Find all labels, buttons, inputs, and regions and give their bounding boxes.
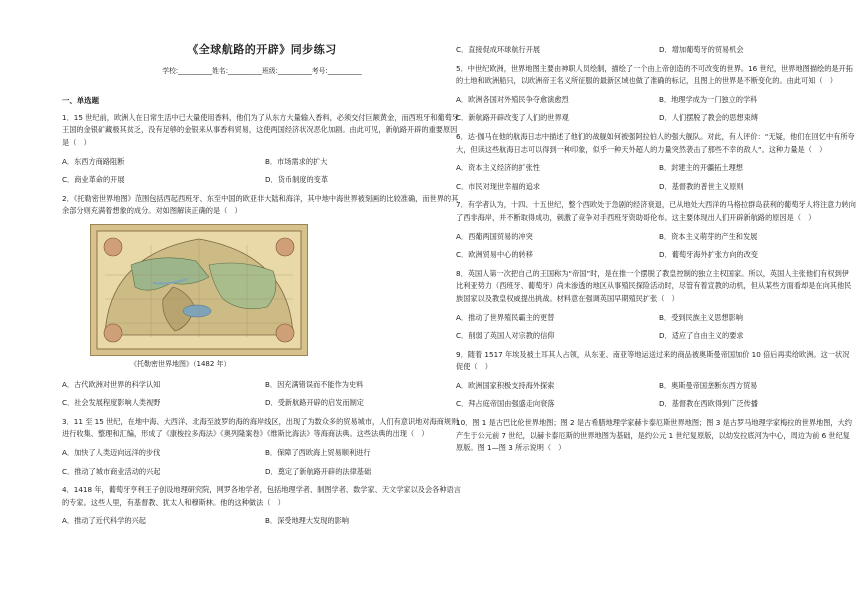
option-b[interactable]: B．深受地理大发现的影响: [265, 516, 349, 526]
question-5: [456, 63, 856, 125]
question-stem: 7．有学者认为，十四、十五世纪，整个西欧处于急剧的经济衰退，已从地处大西洋的马格拉群岛获利的葡萄牙人将注意力转向了西非海岸，并不断取得成功，刺激了竞争对手西班牙资助哥伦布。这主要体现出人们开辟新航路的原因是（ ）: [456, 200, 856, 222]
options: [456, 231, 856, 262]
option-a[interactable]: A．欧洲国家积极支持海外探索: [456, 380, 555, 390]
question-stem: 8．英国人第一次把自己的王国称为“帝国”时，是在推一个摆脱了教皇控制的独立主权国家。所以，英国人主张他们有权到伊比利亚势力（西班牙、葡萄牙）尚未渗透的地区从事殖民探险活动时，尽管有着宣教的动机，但从某些方面看却是在向其他民族国家以及教皇权威提出挑战。材料意在强调英国早期殖民扩张（ ）: [456, 268, 852, 303]
question-2: [62, 193, 462, 410]
option-b[interactable]: B．受到民族主义思想影响: [659, 312, 743, 322]
options: [456, 380, 856, 411]
option-c[interactable]: C．社会发展程度影响人类视野: [62, 398, 161, 408]
question-stem: 2．《托勒密世界地图》范围包括西起西班牙、东至中国的欧亚非大陆和海洋，其中地中海世界被刻画的比较准确，而世界的其余部分则充满着想象的成分。对如图解读正确的是（ ）: [62, 193, 459, 216]
option-a[interactable]: A．加快了人类迈向远洋的步伐: [62, 447, 161, 457]
question-4-continued: [456, 44, 856, 57]
option-c[interactable]: C．商业革命的开展: [62, 175, 125, 185]
right-column: [456, 44, 856, 461]
option-d[interactable]: D．受新航路开辟的启发而制定: [265, 398, 364, 408]
options: [456, 94, 856, 125]
options: [62, 379, 462, 410]
option-c[interactable]: C．拜占庭帝国由强盛走向衰落: [456, 399, 555, 409]
option-b[interactable]: B．地理学成为一门独立的学科: [659, 94, 758, 104]
option-d[interactable]: D．奠定了新航路开辟的法律基础: [265, 466, 372, 476]
question-1: [62, 112, 462, 187]
question-stem: 4．1418 年，葡萄牙亨利王子创设地理研究院，网罗各地学者，包括地理学者、制图学者、数学家、天文学家以及会各种语言的专家。这些人里，有基督教、犹太人和穆斯林。他的这种做法（ ）: [62, 485, 461, 507]
student-info-line: 学校:__________姓名:__________班级:__________考号:__________: [162, 66, 362, 75]
option-c[interactable]: C．新航路开辟改变了人们的世界观: [456, 113, 569, 123]
option-a[interactable]: A．推动了世界殖民霸主的更替: [456, 312, 555, 322]
option-b[interactable]: B．保障了西欧海上贸易顺利进行: [265, 447, 371, 457]
question-10: [456, 417, 856, 455]
question-stem: 5．中世纪欧洲，世界地图主要由神职人员绘制，描绘了一个由上帝创造的不可改变的世界。16 世纪，世界地图描绘的是开拓的土地和欧洲船只，以欧洲帝王名义所征服的最新区域也做了准确的标记，且图上的世界是不断变化的。由此可知（ ）: [456, 63, 853, 86]
ptolemy-map-image: [90, 224, 308, 356]
option-d[interactable]: D．葡萄牙海外扩张方向的改变: [659, 250, 758, 260]
option-a[interactable]: A．欧洲各国对外殖民争夺愈演愈烈: [456, 94, 569, 104]
left-column: [62, 0, 462, 534]
option-b[interactable]: B．资本主义萌芽的产生和发展: [659, 231, 758, 241]
map-caption: 《托勒密世界地图》（1482 年）: [130, 359, 231, 368]
options: [456, 44, 856, 57]
option-c[interactable]: C．削弱了英国人对宗教的信仰: [456, 331, 555, 341]
question-9: [456, 349, 856, 411]
option-a[interactable]: A．资本主义经济的扩张性: [456, 163, 540, 173]
map-illustration: [91, 225, 307, 355]
option-b[interactable]: B．市场需求的扩大: [265, 156, 328, 166]
options: [62, 515, 462, 528]
question-stem: 3．11 至 15 世纪，在地中海、大西洋、北海至波罗的海的海岸线区，出现了为数众多的贸易城市，人们有意识地对海商规则进行收集、整理和汇编，形成了《康梭拉多海法》《奥列隆案卷》《维斯比海法》等海商法典。这些法典的出现（ ）: [62, 416, 459, 439]
option-d[interactable]: D．基督教在西欧得到广泛传播: [659, 399, 758, 409]
question-6: [456, 131, 856, 193]
section-heading: 一、单选题: [62, 96, 99, 106]
option-b[interactable]: B．封建主的开疆拓土理想: [659, 163, 743, 173]
document-title: 《全球航路的开辟》同步练习: [187, 43, 337, 56]
option-c[interactable]: C．市民对现世幸福的追求: [456, 181, 541, 191]
option-d[interactable]: D．增加葡萄牙的贸易机会: [659, 45, 744, 54]
question-stem: 6．达·伽马在他的航海日志中描述了他们的战舰如何被强阿拉伯人的强大舰队。对此，有人评价：“无疑，他们在回忆中有所夸大，但读这些航海日志可以得到一种印象，似乎一种天外超人的力量突然袭击了那些不幸的敌人”。这种力量是（ ）: [456, 131, 855, 154]
option-a[interactable]: A．东西方商路阻断: [62, 156, 125, 166]
option-a[interactable]: A．古代欧洲对世界的科学认知: [62, 379, 161, 389]
options: [62, 156, 462, 187]
option-c[interactable]: C．直接促成环球航行开展: [456, 45, 541, 54]
question-stem: 10．图 1 是古巴比伦世界地图；图 2 是古希腊地理学家赫卡泰厄斯世界地图；图 3 是古罗马地理学家梅拉的世界地图，大约产生于公元前 7 世纪，以赫卡泰厄斯的世界地图为基础，是约公元 1 世纪复原版，以幼发拉底河为中心，周边为前 6 世纪复原版。图 1—图 3 所示说明（ ）: [456, 418, 852, 453]
option-c[interactable]: C．欧洲贸易中心的转移: [456, 250, 533, 260]
question-3: [62, 416, 462, 478]
option-a[interactable]: A．西葡两国贸易的冲突: [456, 231, 533, 241]
question-4: [62, 484, 462, 528]
question-stem: 9．随着 1517 年埃及被土耳其人占领，从东亚、南亚等地运送过来的商品被奥斯曼帝国加价 10 倍后再卖给欧洲。这一状况促使（ ）: [456, 349, 850, 372]
option-b[interactable]: B．奥斯曼帝国垄断东西方贸易: [659, 380, 758, 390]
option-b[interactable]: B．因充满错误而不能作为史料: [265, 379, 364, 389]
option-d[interactable]: D．基督教的普世主义原则: [659, 181, 744, 191]
question-stem: 1．15 世纪前，欧洲人在日常生活中已大量使用香料，他们为了从东方大量输入香料，必须交付巨额黄金，而西班牙和葡萄牙王国的金银矿藏极其贫乏，没有足够的金银来从事香料贸易，这使两国经济状况恶化加剧。由此可见，新航路开辟的重要原因是（ ）: [62, 112, 459, 147]
option-c[interactable]: C．推动了城市商业活动的兴起: [62, 466, 161, 476]
option-a[interactable]: A．推动了近代科学的兴起: [62, 516, 146, 526]
option-d[interactable]: D．人们摆脱了教会的思想束缚: [659, 113, 758, 123]
option-d[interactable]: D．货币制度的变革: [265, 175, 329, 185]
question-7: [456, 199, 856, 261]
question-8: [456, 268, 856, 343]
options: [456, 162, 856, 193]
options: [62, 447, 462, 478]
options: [456, 312, 856, 343]
option-d[interactable]: D．适应了自由主义的要求: [659, 331, 744, 341]
